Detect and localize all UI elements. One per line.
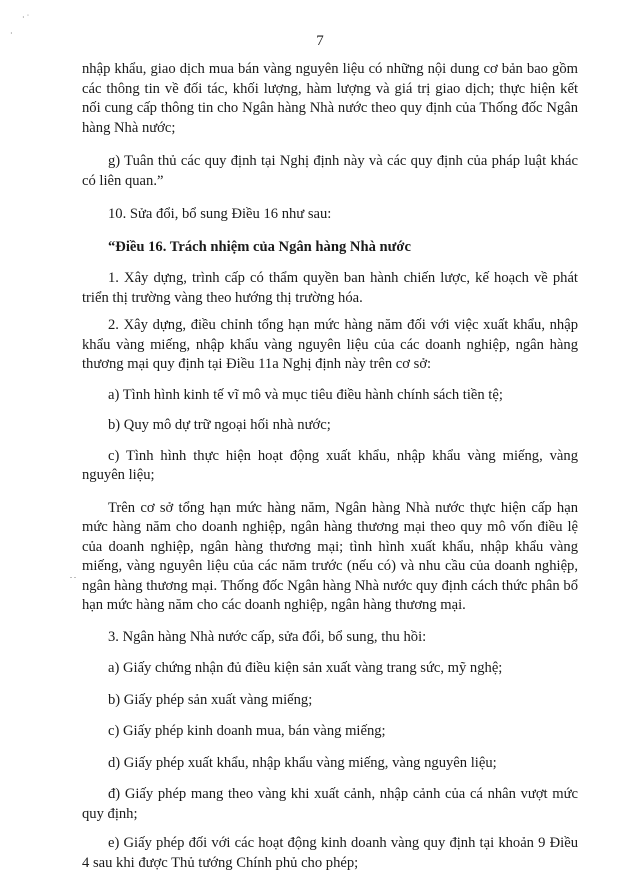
paragraph: e) Giấy phép đối với các hoạt động kinh doanh vàng quy định tại khoản 9 Điều 4 sau khi được Thủ tướng Chính phủ cho phép;: [82, 835, 578, 871]
page-number: 7: [316, 33, 324, 49]
scan-speck: ·: [10, 29, 13, 38]
paragraph: c) Giấy phép kinh doanh mua, bán vàng miếng;: [108, 723, 386, 739]
paragraph: a) Giấy chứng nhận đủ điều kiện sản xuất vàng trang sức, mỹ nghệ;: [108, 660, 503, 676]
paragraph: b) Quy mô dự trữ ngoại hối nhà nước;: [108, 417, 331, 433]
scan-speck: . .: [70, 571, 76, 580]
paragraph: 3. Ngân hàng Nhà nước cấp, sửa đổi, bổ sung, thu hồi:: [108, 628, 427, 645]
paragraph: b) Giấy phép sản xuất vàng miếng;: [108, 691, 313, 708]
document-body: [82, 60, 578, 873]
scan-speck: · ˙: [22, 13, 30, 22]
paragraph: 1. Xây dựng, trình cấp có thẩm quyền ban hành chiến lược, kế hoạch về phát triển thị trường vàng theo hướng thị trường hóa.: [82, 270, 578, 306]
paragraph: g) Tuân thủ các quy định tại Nghị định này và các quy định của pháp luật khác có liên quan.”: [82, 153, 578, 189]
paragraph: a) Tình hình kinh tế vĩ mô và mục tiêu điều hành chính sách tiền tệ;: [108, 386, 503, 403]
paragraph: đ) Giấy phép mang theo vàng khi xuất cảnh, nhập cảnh của cá nhân vượt mức quy định;: [82, 786, 578, 822]
paragraph: 2. Xây dựng, điều chỉnh tổng hạn mức hàng năm đối với việc xuất khẩu, nhập khẩu vàng miếng, nhập khẩu vàng nguyên liệu của các doanh nghiệp, ngân hàng thương mại quy định tại Điều 11a Nghị định này trên cơ sở:: [82, 317, 578, 372]
paragraph: nhập khẩu, giao dịch mua bán vàng nguyên liệu có những nội dung cơ bản bao gồm các thông tin về đối tác, khối lượng, hàm lượng và giá trị giao dịch; thực hiện kết nối cung cấp thông tin cho Ngân hàng Nhà nước theo quy định của Thống đốc Ngân hàng Nhà nước;: [82, 61, 578, 136]
article-heading: “Điều 16. Trách nhiệm của Ngân hàng Nhà nước: [108, 238, 411, 255]
paragraph: Trên cơ sở tổng hạn mức hàng năm, Ngân hàng Nhà nước thực hiện cấp hạn mức hàng năm cho doanh nghiệp, ngân hàng thương mại theo quy mô vốn điều lệ của doanh nghiệp, ngân hàng thương mại; tình hình xuất khẩu, nhập khẩu vàng miếng, vàng nguyên liệu của các năm trước (nếu có) và nhu cầu của doanh nghiệp, ngân hàng thương mại. Thống đốc Ngân hàng Nhà nước quy định cách thức phân bổ hạn mức hàng năm cho các doanh nghiệp, ngân hàng thương mại.: [82, 499, 578, 613]
paragraph: d) Giấy phép xuất khẩu, nhập khẩu vàng miếng, vàng nguyên liệu;: [108, 754, 497, 771]
paragraph: 10. Sửa đổi, bổ sung Điều 16 như sau:: [108, 206, 332, 222]
paragraph: c) Tình hình thực hiện hoạt động xuất khẩu, nhập khẩu vàng miếng, vàng nguyên liệu;: [82, 447, 578, 483]
